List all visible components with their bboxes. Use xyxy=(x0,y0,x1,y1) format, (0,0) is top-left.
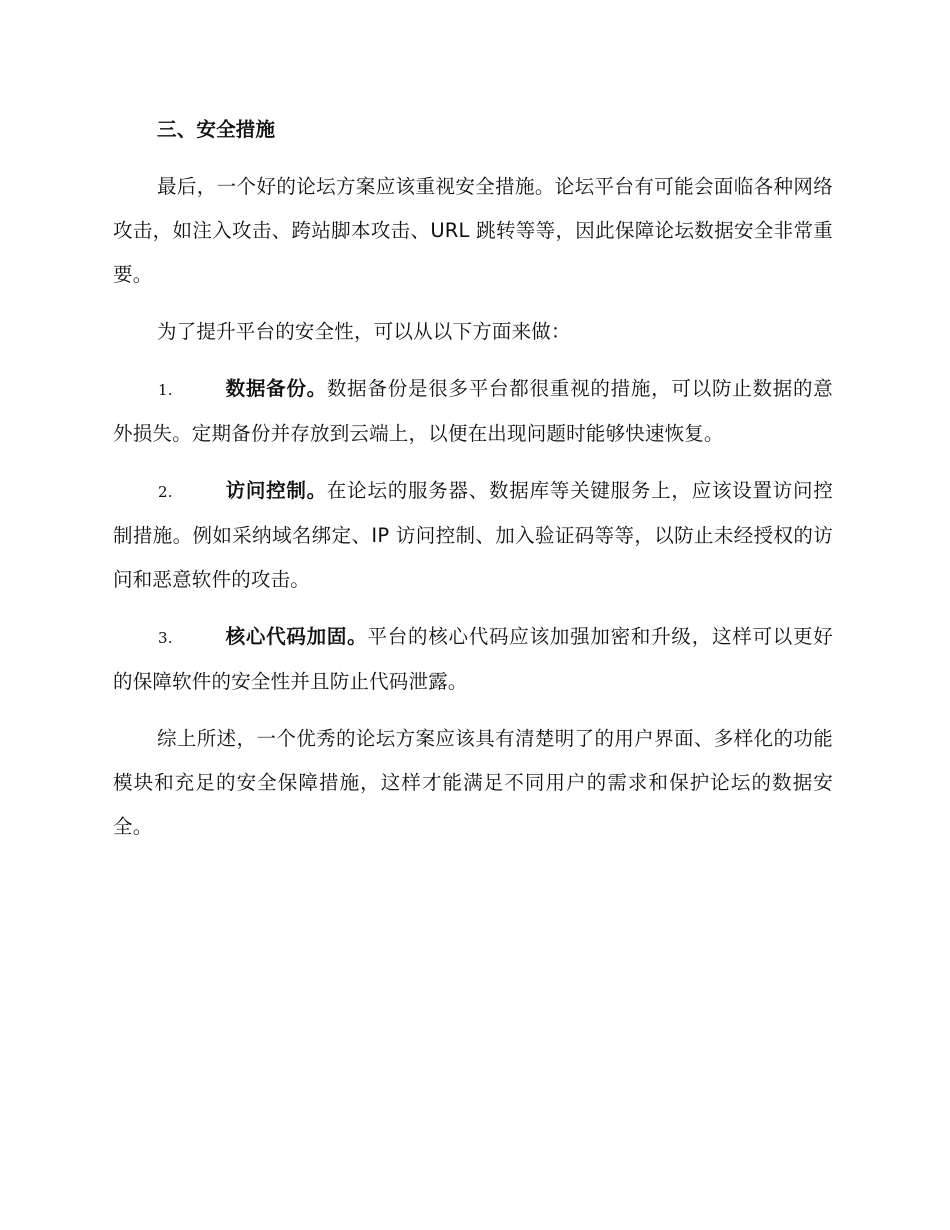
list-item xyxy=(113,469,833,602)
lead-in-paragraph: 为了提升平台的安全性，可以从以下方面来做： xyxy=(157,320,571,343)
conclusion-paragraph: 综上所述，一个优秀的论坛方案应该具有清楚明了的用户界面、多样化的功能模块和充足的安全保障措施，这样才能满足不同用户的需求和保护论坛的数据安全。 xyxy=(113,727,833,838)
list-item-number: 1. xyxy=(158,381,173,399)
intro-paragraph: 最后，一个好的论坛方案应该重视安全措施。论坛平台有可能会面临各种网络攻击，如注入攻击、跨站脚本攻击、URL 跳转等等，因此保障论坛数据安全非常重要。 xyxy=(113,175,833,286)
list-item-text: 数据备份是很多平台都很重视的措施，可以防止数据的意外损失。定期备份并存放到云端上，以便在出现问题时能够快速恢复。 xyxy=(113,377,833,445)
list-item-title: 数据备份。 xyxy=(225,377,327,400)
list-item-number: 3. xyxy=(158,629,173,647)
list-item-title: 访问控制。 xyxy=(225,479,327,502)
list-item-number: 2. xyxy=(158,483,173,501)
list-item xyxy=(113,615,833,704)
section-heading: 三、安全措施 xyxy=(157,118,276,141)
document-body xyxy=(113,108,833,862)
list-item-title: 核心代码加固。 xyxy=(225,625,368,648)
list-item-text: 平台的核心代码应该加强加密和升级，这样可以更好的保障软件的安全性并且防止代码泄露。 xyxy=(113,625,833,693)
list-item xyxy=(113,367,833,456)
list-item-text: 在论坛的服务器、数据库等关键服务上，应该设置访问控制措施。例如采纳域名绑定、IP 访问控制、加入验证码等等，以防止未经授权的访问和恶意软件的攻击。 xyxy=(113,479,833,591)
